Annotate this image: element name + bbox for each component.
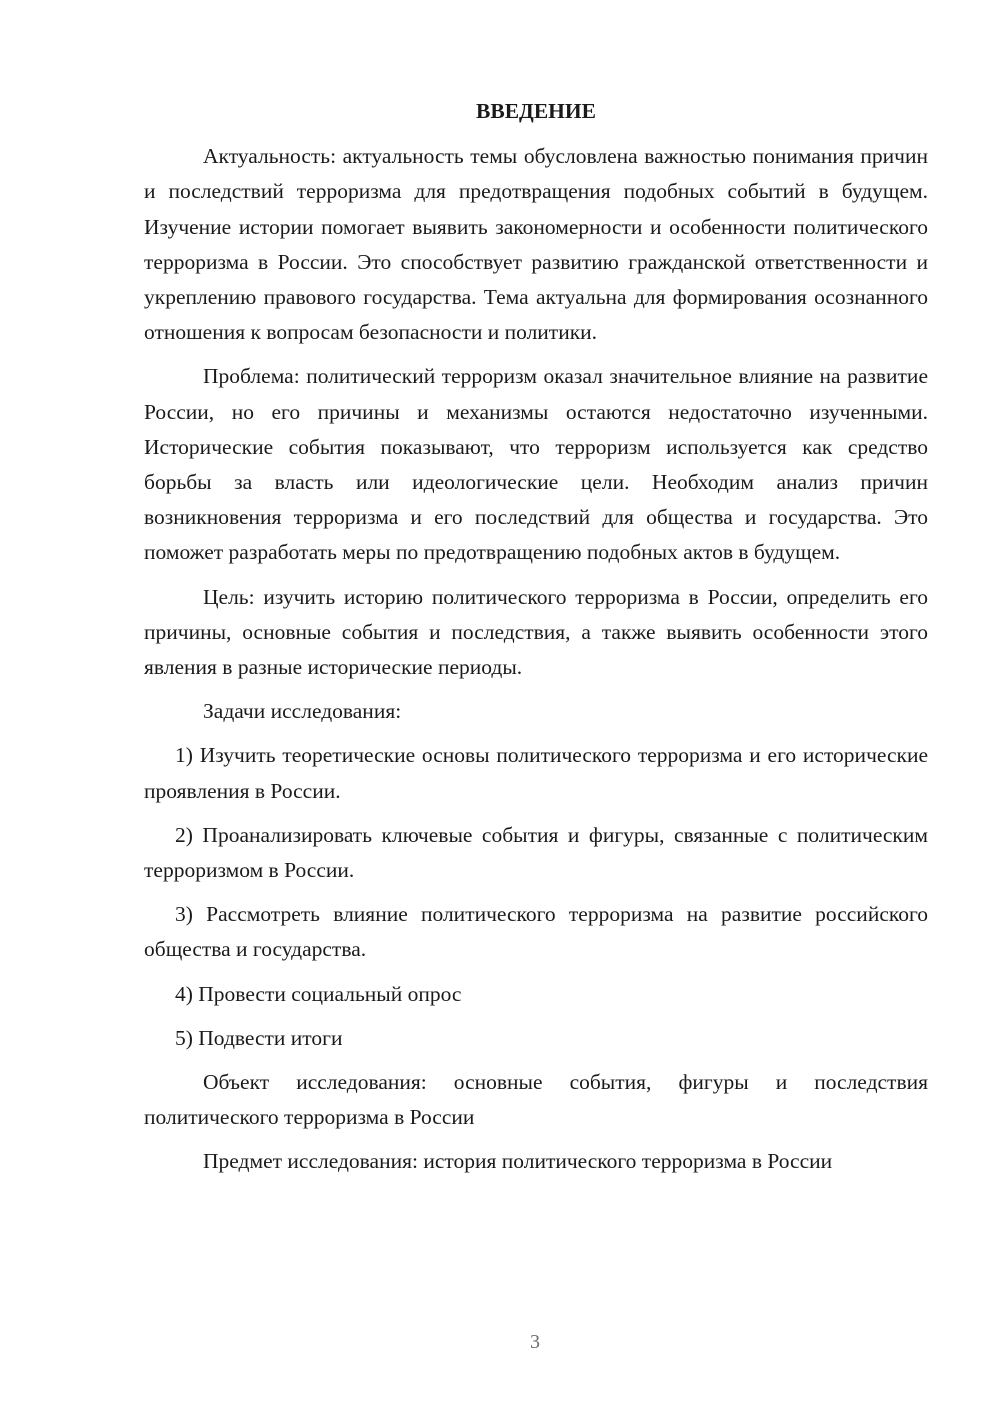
task-item: 2) Проанализировать ключевые события и фигуры, связанные с политическим терроризмом в России. — [144, 822, 928, 883]
tasks-heading: Задачи исследования: — [203, 699, 402, 724]
task-item: 4) Провести социальный опрос — [175, 981, 462, 1006]
goal-paragraph: Цель: изучить историю политического терроризма в России, определить его причины, основные события и последствия, а также выявить особенности этого явления в разные исторические периоды. — [144, 584, 928, 680]
task-item: 5) Подвести итоги — [175, 1025, 343, 1050]
section-title: ВВЕДЕНИЕ — [476, 99, 596, 123]
relevance-paragraph: Актуальность: актуальность темы обусловлена важностью понимания причин и последствий терроризма для предотвращения подобных событий в будущем. Изучение истории помогает выявить закономерности и особенности политического терроризма в России. Это способствует развитию гражданской ответственности и укреплению правового государства. Тема актуальна для формирования осознанного отношения к вопросам безопасности и политики. — [144, 144, 928, 345]
page-number: 3 — [530, 1331, 540, 1353]
problem-paragraph: Проблема: политический терроризм оказал значительное влияние на развитие России, но его причины и механизмы остаются недостаточно изученными. Исторические события показывают, что терроризм используется как средство борьбы за власть или идеологические цели. Необходим анализ причин возникновения терроризма и его последствий для общества и государства. Это поможет разработать меры по предотвращению подобных актов в будущем. — [144, 364, 928, 565]
object-paragraph: Объект исследования: основные события, фигуры и последствия политического терроризма в России — [144, 1070, 928, 1130]
subject-paragraph: Предмет исследования: история политического терроризма в России — [203, 1149, 833, 1174]
task-item: 1) Изучить теоретические основы политического терроризма и его исторические проявления в России. — [144, 743, 928, 803]
task-item: 3) Рассмотреть влияние политического терроризма на развитие российского общества и государства. — [144, 902, 928, 962]
page-content — [144, 94, 928, 1189]
